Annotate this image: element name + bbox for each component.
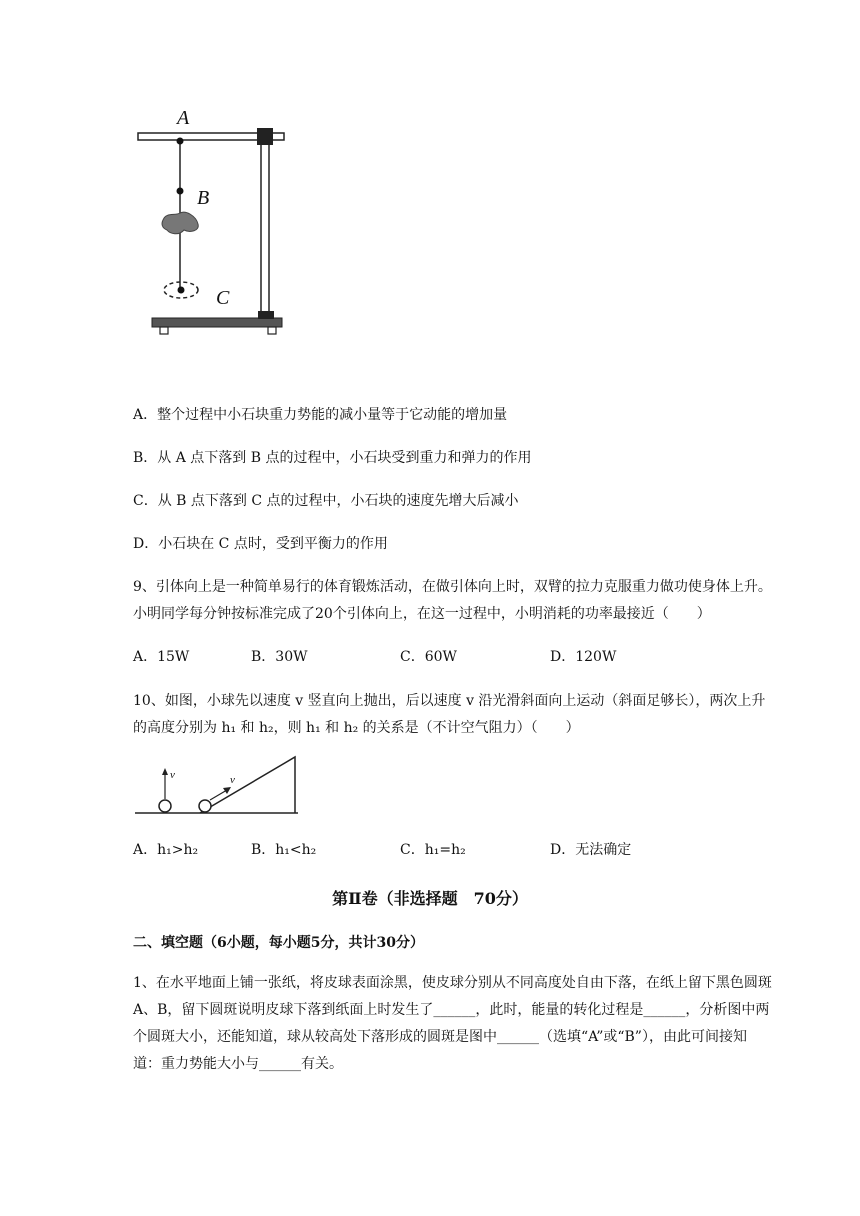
label-a: A: [177, 107, 190, 129]
q8-option-c: C．从 B 点下落到 C 点的过程中，小石块的速度先增大后减小: [133, 493, 519, 509]
fig-v1: v: [170, 769, 175, 781]
figure-stand-stone: [130, 100, 300, 340]
q9-option-d: D．120W: [550, 649, 617, 665]
q9-text: 9、引体向上是一种简单易行的体育锻炼活动，在做引体向上时，双臂的拉力克服重力做功使身体上升。小明同学每分钟按标准完成了20个引体向上，在这一过程中，小明消耗的功率最接近（ ）: [133, 579, 772, 622]
q10-text: 10、如图，小球先以速度 v 竖直向上抛出，后以速度 v 沿光滑斜面向上运动（斜面足够长），两次上升的高度分别为 h₁ 和 h₂，则 h₁ 和 h₂ 的关系是（不计空气阻力）（ ）: [133, 693, 766, 736]
section2-title: 二、填空题（6小题，每小题5分，共计30分）: [133, 935, 424, 951]
fill1-text: 1、在水平地面上铺一张纸，将皮球表面涂黑，使皮球分别从不同高度处自由下落，在纸上留下黑色圆斑A、B，留下圆斑说明皮球下落到纸面上时发生了______，此时，能量的转化过程是______，分析图中两个圆斑大小，还能知道，球从较高处下落形成的圆斑是图中______（选填“A”或“B”），由此可间接知道：重力势能大小与______有关。: [133, 975, 772, 1072]
q10-option-b: B．h₁<h₂: [251, 842, 317, 858]
q10-option-d: D．无法确定: [550, 842, 632, 858]
q10-option-a: A．h₁>h₂: [133, 842, 199, 858]
q10-option-c: C．h₁=h₂: [400, 842, 466, 858]
q8-option-d: D．小石块在 C 点时，受到平衡力的作用: [133, 536, 388, 552]
figure-ball-incline: [130, 752, 305, 818]
part2-title: 第Ⅱ卷（非选择题 70分）: [332, 889, 528, 908]
label-c: C: [216, 287, 230, 309]
label-b: B: [197, 187, 210, 209]
q9-option-b: B．30W: [251, 649, 308, 665]
q9-option-c: C．60W: [400, 649, 457, 665]
q9-option-a: A．15W: [133, 649, 190, 665]
fig-v2: v: [230, 774, 235, 786]
q8-option-a: A．整个过程中小石块重力势能的减小量等于它动能的增加量: [133, 407, 508, 423]
q8-option-b: B．从 A 点下落到 B 点的过程中，小石块受到重力和弹力的作用: [133, 450, 532, 466]
